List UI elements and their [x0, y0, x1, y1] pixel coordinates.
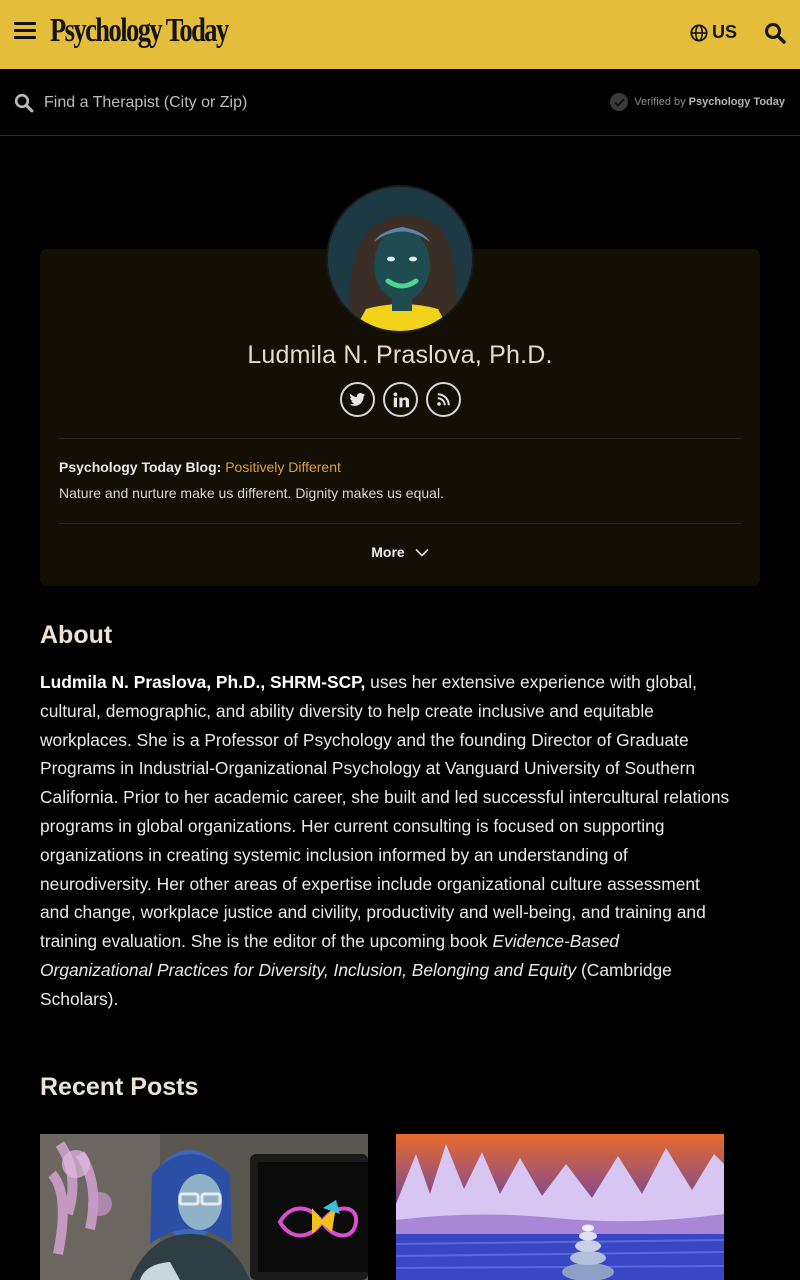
- verified-badge: [610, 93, 785, 111]
- twitter-link[interactable]: [340, 382, 375, 417]
- chevron-down-icon: [415, 548, 429, 557]
- blog-tagline: Nature and nurture make us different. Dignity makes us equal.: [59, 485, 444, 501]
- social-links: [340, 382, 461, 417]
- verified-prefix: Verified by: [634, 96, 686, 108]
- book-title: Evidence-Based Organizational Practices for Diversity, Inclusion, Belonging and Equity: [40, 931, 620, 980]
- region-selector[interactable]: [690, 22, 737, 43]
- about-heading: About: [40, 621, 113, 649]
- linkedin-link[interactable]: [383, 382, 418, 417]
- search-icon[interactable]: [764, 22, 786, 44]
- recent-posts-heading: Recent Posts: [40, 1073, 199, 1101]
- author-avatar: [326, 185, 474, 333]
- about-lead: Ludmila N. Praslova, Ph.D., SHRM-SCP,: [40, 672, 366, 692]
- checkmark-icon: [610, 93, 628, 111]
- card-divider: [59, 438, 741, 439]
- blog-line: [59, 459, 341, 475]
- book-publisher: (Cambridge Scholars).: [40, 959, 672, 1009]
- post-thumbnail[interactable]: [396, 1134, 724, 1280]
- rss-icon: [437, 393, 450, 406]
- rss-link[interactable]: [426, 382, 461, 417]
- about-body: uses her extensive experience with global, cultural, demographic, and ability diversity to help create inclusive and equitable workplaces. She is a Professor of Psychology and the founding Director of Graduate Programs in Industrial-Organizational Psychology at Vanguard University of Southern California. Prior to her academic career, she built and led successful intercultural relations programs in global organizations. Her current consulting is focused on supporting organizations in creating systemic inclusion informed by an understanding of neurodiversity. Her other areas of expertise include organizational culture assessment and change, workplace justice and civility, productivity and well-being, and training and training evaluation. She is the editor of the upcoming book: [40, 672, 730, 952]
- about-text: [40, 668, 730, 1014]
- more-button[interactable]: [0, 544, 800, 560]
- therapist-search-input[interactable]: [44, 87, 444, 119]
- post-thumbnail[interactable]: [40, 1134, 368, 1280]
- verified-brand: Psychology Today: [688, 96, 785, 108]
- search-icon: [14, 93, 34, 113]
- more-label: More: [371, 544, 405, 560]
- therapist-finder-bar: [0, 69, 800, 136]
- globe-icon: [690, 24, 708, 42]
- blog-label: Psychology Today Blog:: [59, 459, 222, 475]
- menu-icon[interactable]: [14, 22, 38, 44]
- author-name: Ludmila N. Praslova, Ph.D.: [247, 341, 553, 369]
- twitter-icon: [349, 393, 366, 407]
- blog-link[interactable]: Positively Different: [225, 459, 341, 475]
- top-header: [0, 0, 800, 69]
- linkedin-icon: [393, 392, 409, 408]
- card-divider: [59, 523, 741, 524]
- site-logo[interactable]: Psychology Today: [50, 12, 228, 49]
- region-label: US: [712, 22, 738, 42]
